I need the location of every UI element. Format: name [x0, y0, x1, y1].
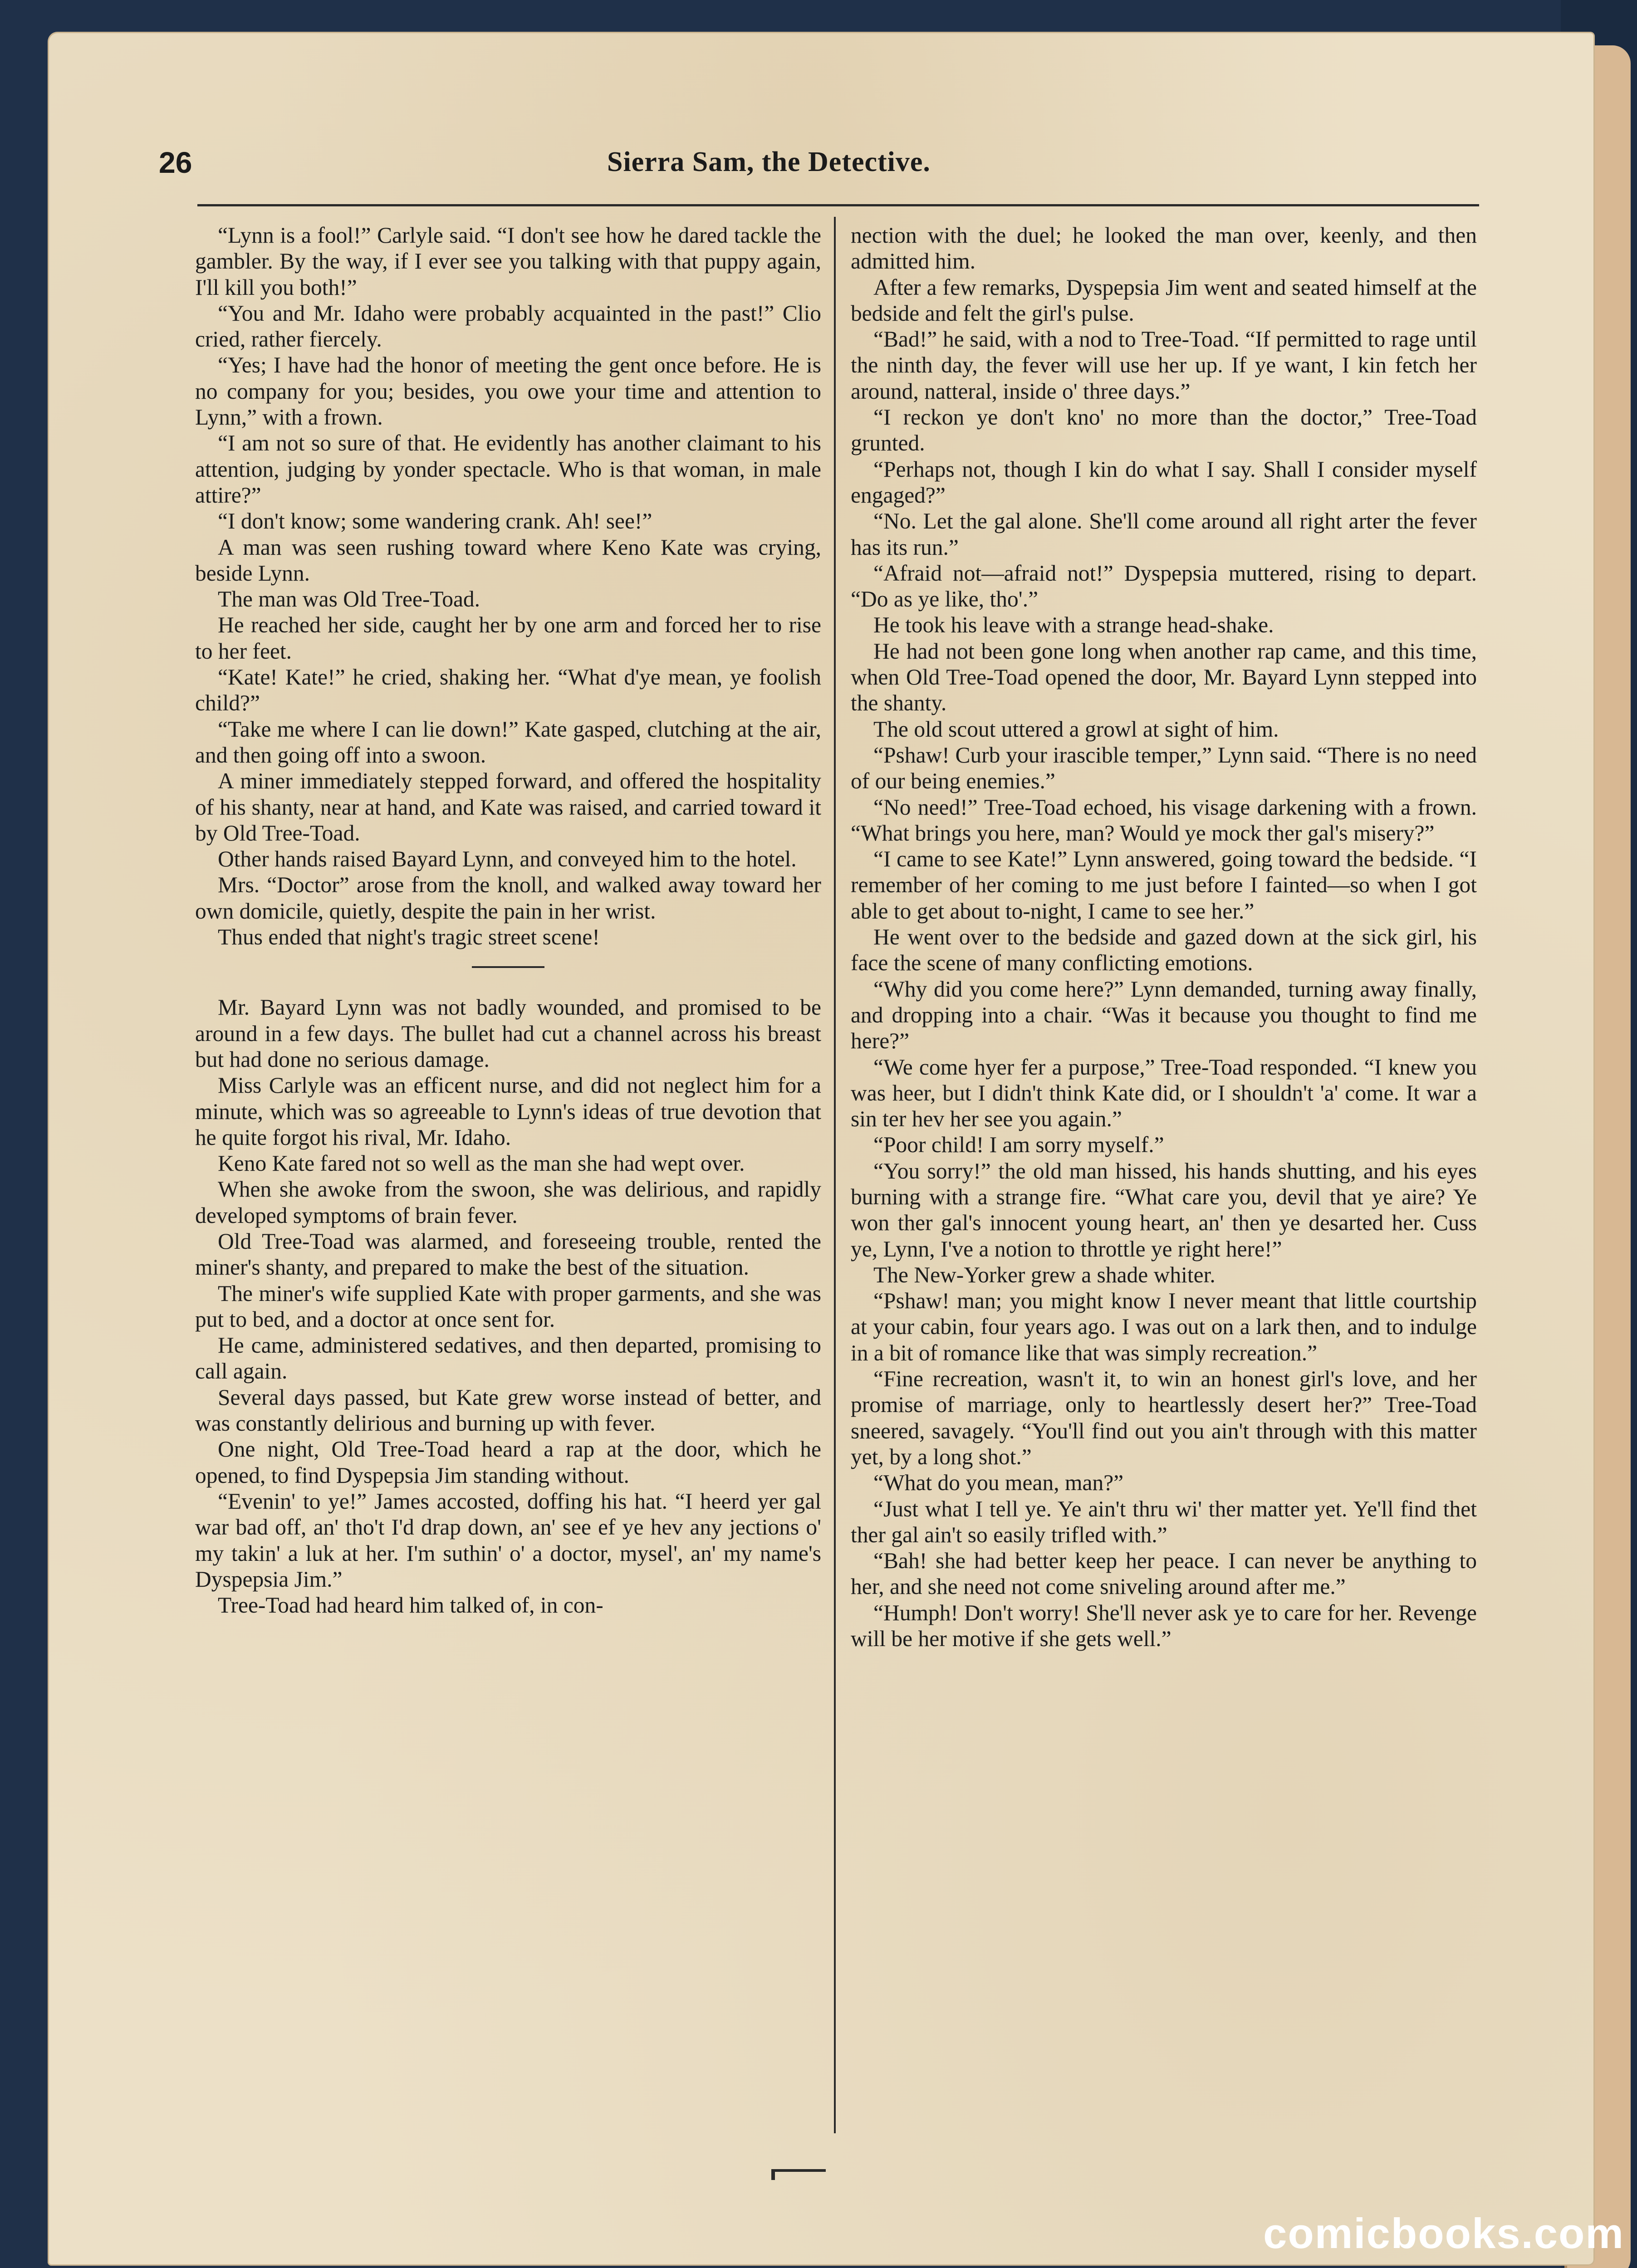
section-break-rule — [472, 966, 544, 968]
paragraph: Other hands raised Bayard Lynn, and conveyed him to the hotel. — [218, 846, 797, 872]
paragraph: When she awoke from the swoon, she was delirious, and rapidly developed symptoms of brain fever. — [195, 1177, 821, 1228]
paragraph: “What do you mean, man?” — [873, 1470, 1124, 1496]
paragraph: Miss Carlyle was an efficent nurse, and did not neglect him for a minute, which was so agreeable to Lynn's ideas of true devotion that he quite forgot his rival, Mr. Idaho. — [195, 1073, 821, 1150]
paragraph: “Bah! she had better keep her peace. I can never be anything to her, and she need not come sniveling around after me.” — [851, 1548, 1477, 1599]
paragraph: “Kate! Kate!” he cried, shaking her. “What d'ye mean, ye foolish child?” — [195, 665, 821, 716]
paragraph: “Pshaw! Curb your irascible temper,” Lynn said. “There is no need of our being enemies.” — [851, 742, 1477, 794]
page-number: 26 — [159, 146, 192, 179]
header-rule — [197, 204, 1479, 206]
paragraph: Several days passed, but Kate grew worse instead of better, and was constantly delirious and burning up with fever. — [195, 1384, 821, 1436]
paragraph: A miner immediately stepped forward, and offered the hospitality of his shanty, near at hand, and Kate was raised, and carried toward it by Old Tree-Toad. — [195, 768, 821, 846]
paragraph: “Yes; I have had the honor of meeting the gent once before. He is no company for you; besides, you owe your time and attention to Lynn,” with a frown. — [195, 352, 821, 430]
paragraph: “Afraid not—afraid not!” Dyspepsia muttered, rising to depart. “Do as ye like, tho'.” — [851, 560, 1477, 612]
paragraph: “Lynn is a fool!” Carlyle said. “I don't see how he dared tackle the gambler. By the way, if I ever see you talking with that puppy again, I'll kill you both!” — [195, 223, 821, 300]
column-divider — [834, 217, 836, 2133]
paragraph: He went over to the bedside and gazed down at the sick girl, his face the scene of many conflicting emotions. — [851, 924, 1477, 976]
watermark: comicbooks.com — [1263, 2209, 1624, 2257]
paragraph: The old scout uttered a growl at sight of him. — [873, 716, 1279, 742]
paragraph: “Fine recreation, wasn't it, to win an honest girl's love, and her promise of marriage, only to heartlessly desert her?” Tree-Toad sneered, savagely. “You'll find out you ain't through with this matter yet, by a long shot.” — [851, 1366, 1477, 1469]
paragraph: nection with the duel; he looked the man over, keenly, and then admitted him. — [851, 223, 1477, 274]
paragraph: “Poor child! I am sorry myself.” — [873, 1132, 1164, 1158]
paragraph: “I reckon ye don't kno' no more than the doctor,” Tree-Toad grunted. — [851, 405, 1477, 456]
paragraph: He came, administered sedatives, and then departed, promising to call again. — [195, 1333, 821, 1384]
paragraph: “We come hyer fer a purpose,” Tree-Toad responded. “I knew you was heer, but I didn't think Kate did, or I shouldn't 'a' come. It war a sin ter hev her see you again.” — [851, 1054, 1477, 1132]
paragraph: “I came to see Kate!” Lynn answered, going toward the bedside. “I remember of her coming to me just before I fainted—so when I got able to get about to-night, I came to see her.” — [851, 846, 1477, 924]
paragraph: He had not been gone long when another rap came, and this time, when Old Tree-Toad opened the door, Mr. Bayard Lynn stepped into the shanty. — [851, 638, 1477, 716]
paragraph: The New-Yorker grew a shade whiter. — [873, 1262, 1215, 1287]
paragraph: “No. Let the gal alone. She'll come around all right arter the fever has its run.” — [851, 508, 1477, 560]
right-column — [851, 222, 1477, 1652]
left-column — [195, 222, 821, 1618]
paragraph: The man was Old Tree-Toad. — [218, 587, 480, 612]
paragraph: One night, Old Tree-Toad heard a rap at the door, which he opened, to find Dyspepsia Jim standing without. — [195, 1437, 821, 1488]
paragraph: “Bad!” he said, with a nod to Tree-Toad. “If permitted to rage until the ninth day, the fever will use her up. If ye want, I kin fetch her around, natteral, inside o' three days.” — [851, 327, 1477, 404]
paragraph: “No need!” Tree-Toad echoed, his visage darkening with a frown. “What brings you here, man? Would ye mock ther gal's misery?” — [851, 794, 1477, 846]
paragraph: “Take me where I can lie down!” Kate gasped, clutching at the air, and then going off into a swoon. — [195, 716, 821, 767]
printer-mark — [771, 2169, 835, 2180]
paragraph: “You sorry!” the old man hissed, his hands shutting, and his eyes burning with a strange fire. “What care you, devil that ye aire? Ye won ther gal's innocent young heart, an' then ye desarted her. Cuss ye, Lynn, I've a notion to throttle ye right here!” — [851, 1158, 1477, 1261]
paragraph: “Humph! Don't worry! She'll never ask ye to care for her. Revenge will be her motive if she gets well.” — [851, 1600, 1477, 1652]
paragraph: Old Tree-Toad was alarmed, and foreseeing trouble, rented the miner's shanty, and prepared to make the best of the situation. — [195, 1228, 821, 1280]
paragraph: “Evenin' to ye!” James accosted, doffing his hat. “I heerd yer gal war bad off, an' tho't I'd drap down, an' see ef ye hev any jections o' my takin' a luk at her. I'm suthin' o' a doctor, mysel', an' my name's Dyspepsia Jim.” — [195, 1488, 821, 1592]
paragraph: “Why did you come here?” Lynn demanded, turning away finally, and dropping into a chair. “Was it because you thought to find me here?” — [851, 976, 1477, 1054]
paragraph: Keno Kate fared not so well as the man she had wept over. — [218, 1151, 745, 1176]
paragraph: Mrs. “Doctor” arose from the knoll, and walked away toward her own domicile, quietly, despite the pain in her wrist. — [195, 872, 821, 924]
paragraph: The miner's wife supplied Kate with proper garments, and she was put to bed, and a doctor at once sent for. — [195, 1281, 821, 1332]
paragraph: Mr. Bayard Lynn was not badly wounded, and promised to be around in a few days. The bullet had cut a channel across his breast but had done no serious damage. — [195, 995, 821, 1072]
paragraph: “I am not so sure of that. He evidently has another claimant to his attention, judging by yonder spectacle. Who is that woman, in male attire?” — [195, 430, 821, 508]
paragraph: “Just what I tell ye. Ye ain't thru wi' ther matter yet. Ye'll find thet ther gal ain't so easily trifled with.” — [851, 1496, 1477, 1547]
paragraph: After a few remarks, Dyspepsia Jim went and seated himself at the bedside and felt the girl's pulse. — [851, 274, 1477, 326]
paragraph: “You and Mr. Idaho were probably acquainted in the past!” Clio cried, rather fiercely. — [195, 300, 821, 352]
paragraph: “Pshaw! man; you might know I never meant that little courtship at your cabin, four years ago. I was out on a lark then, and to indulge in a bit of romance like that was simply recreation.” — [851, 1288, 1477, 1365]
paragraph: A man was seen rushing toward where Keno Kate was crying, beside Lynn. — [195, 534, 821, 586]
paragraph: “I don't know; some wandering crank. Ah! see!” — [218, 508, 652, 534]
paragraph: He took his leave with a strange head-shake. — [873, 612, 1274, 638]
paragraph: Tree-Toad had heard him talked of, in con- — [218, 1593, 603, 1618]
running-title: Sierra Sam, the Detective. — [607, 147, 931, 177]
paragraph: “Perhaps not, though I kin do what I say. Shall I consider myself engaged?” — [851, 456, 1477, 508]
paragraph: He reached her side, caught her by one arm and forced her to rise to her feet. — [195, 612, 821, 664]
paragraph: Thus ended that night's tragic street scene! — [218, 924, 600, 950]
